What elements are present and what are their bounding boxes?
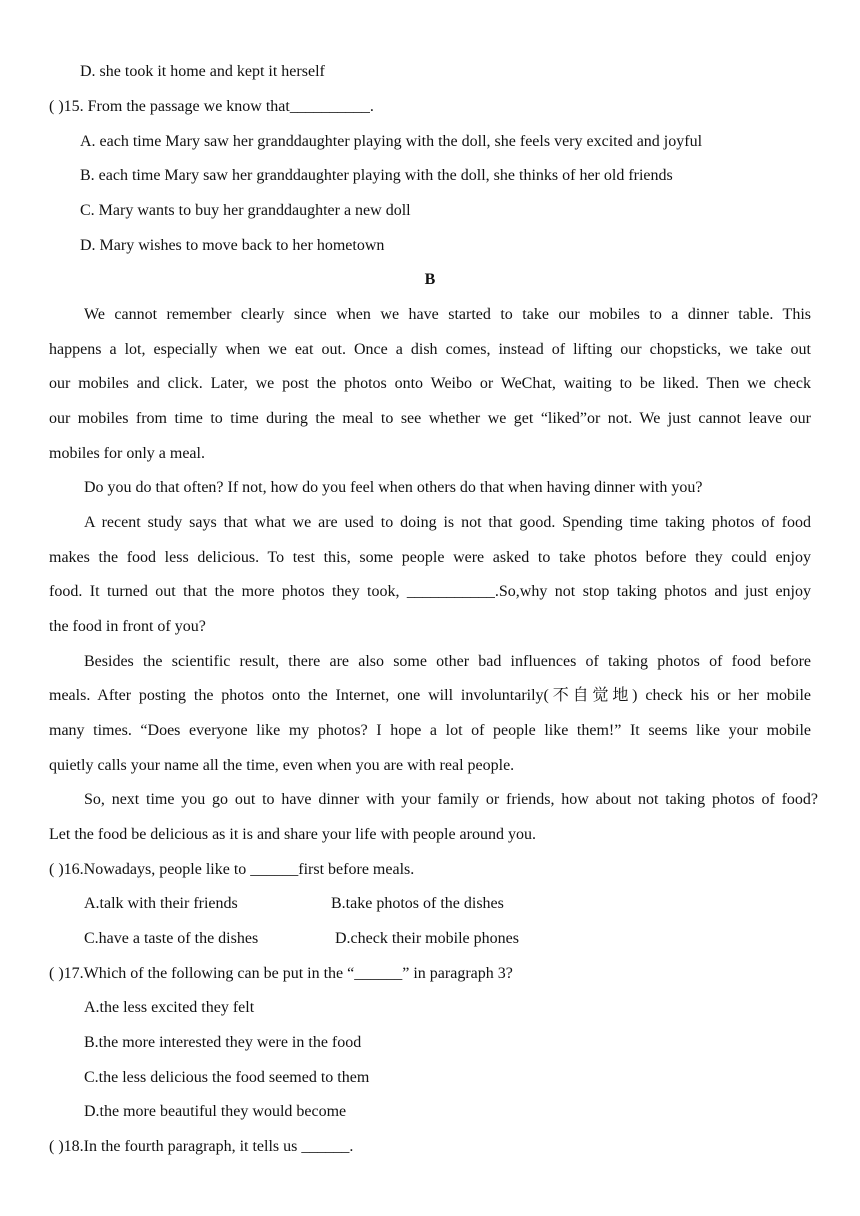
- q15-option-d: D. Mary wishes to move back to her hometown: [80, 237, 385, 254]
- passage-line: Do you do that often? If not, how do you feel when others do that when having dinner with you?: [84, 479, 703, 496]
- passage-line: food. It turned out that the more photos they took, ___________.So,why not stop taking photos and just enjoy: [49, 583, 811, 600]
- q15-stem: ( )15. From the passage we know that__________.: [49, 98, 374, 115]
- passage-line: We cannot remember clearly since when we have started to take our mobiles to a dinner table. This: [84, 306, 811, 323]
- q17-stem: ( )17.Which of the following can be put in the “______” in paragraph 3?: [49, 965, 513, 982]
- passage-line: A recent study says that what we are used to doing is not that good. Spending time taking photos of food: [84, 514, 811, 531]
- passage-line: quietly calls your name all the time, even when you are with real people.: [49, 757, 515, 774]
- q15-option-c: C. Mary wants to buy her granddaughter a new doll: [80, 202, 411, 219]
- q14-option-d: D. she took it home and kept it herself: [80, 63, 325, 80]
- q16-option-b: B.take photos of the dishes: [331, 895, 504, 912]
- q16-option-a: A.talk with their friends: [84, 895, 238, 912]
- q16-option-d: D.check their mobile phones: [335, 930, 519, 947]
- passage-line: Besides the scientific result, there are also some other bad influences of taking photos of food before: [84, 653, 811, 670]
- passage-line: many times. “Does everyone like my photos? I hope a lot of people like them!” It seems like your mobile: [49, 722, 811, 739]
- q15-option-b: B. each time Mary saw her granddaughter playing with the doll, she thinks of her old friends: [80, 167, 673, 184]
- q18-stem: ( )18.In the fourth paragraph, it tells us ______.: [49, 1138, 354, 1155]
- passage-line: mobiles for only a meal.: [49, 445, 205, 462]
- q17-option-b: B.the more interested they were in the food: [84, 1034, 362, 1051]
- passage-line: the food in front of you?: [49, 618, 206, 635]
- q16-option-c: C.have a taste of the dishes: [84, 930, 259, 947]
- q15-option-a: A. each time Mary saw her granddaughter playing with the doll, she feels very excited and joyful: [80, 133, 703, 150]
- q17-option-d: D.the more beautiful they would become: [84, 1103, 347, 1120]
- q17-option-c: C.the less delicious the food seemed to them: [84, 1069, 370, 1086]
- q17-option-a: A.the less excited they felt: [84, 999, 255, 1016]
- passage-line: our mobiles and click. Later, we post the photos onto Weibo or WeChat, waiting to be liked. Then we check: [49, 375, 811, 392]
- passage-line: happens a lot, especially when we eat out. Once a dish comes, instead of lifting our chopsticks, we take out: [49, 341, 811, 358]
- passage-line: our mobiles from time to time during the meal to see whether we get “liked”or not. We just cannot leave our: [49, 410, 811, 427]
- passage-line: So, next time you go out to have dinner with your family or friends, how about not taking photos of food?: [84, 791, 818, 808]
- passage-line: Let the food be delicious as it is and share your life with people around you.: [49, 826, 536, 843]
- passage-line: meals. After posting the photos onto the Internet, one will involuntarily(不自觉地) check his or her mobile: [49, 687, 811, 704]
- section-b-heading: B: [424, 271, 436, 288]
- q16-stem: ( )16.Nowadays, people like to ______first before meals.: [49, 861, 415, 878]
- passage-line: makes the food less delicious. To test this, some people were asked to take photos before they could enjoy: [49, 549, 811, 566]
